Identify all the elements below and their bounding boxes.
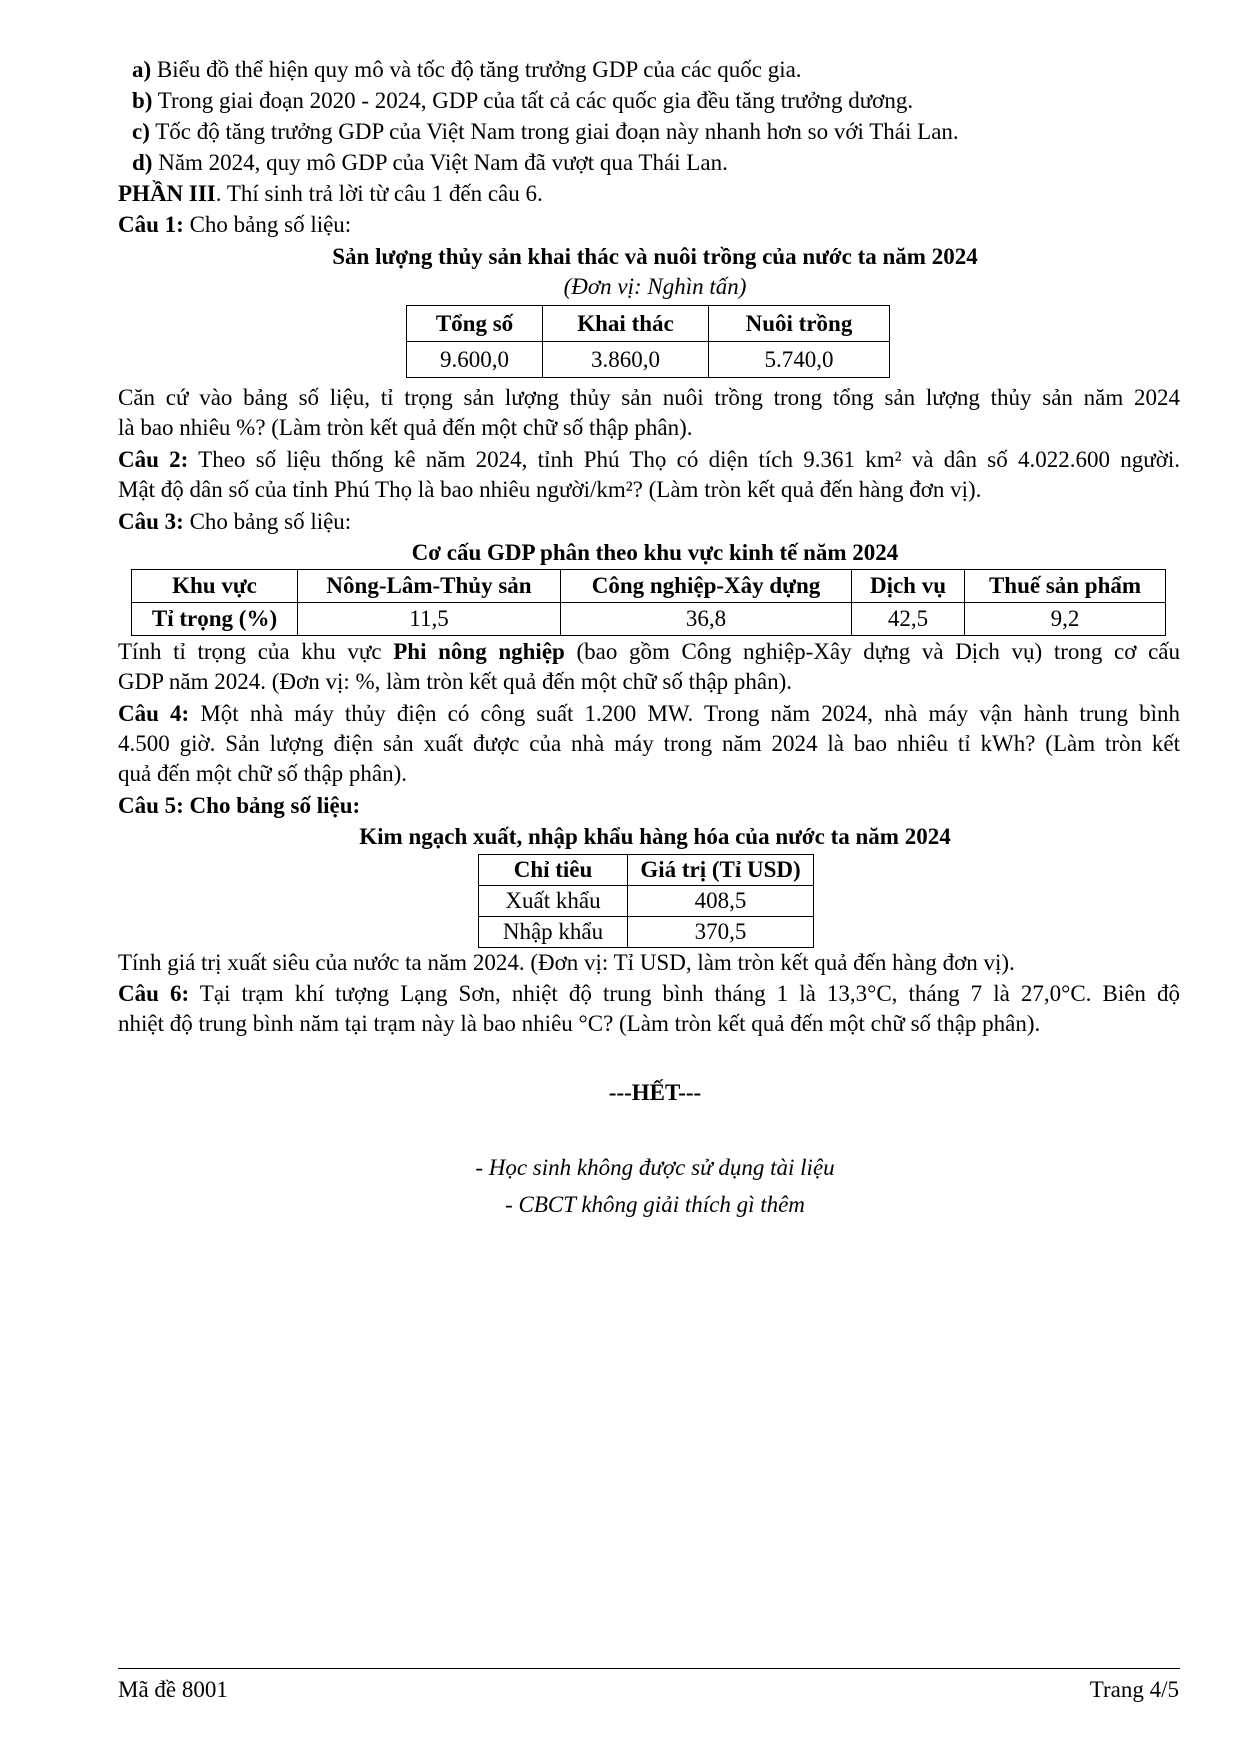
q1-header-total: Tổng số: [407, 306, 543, 342]
note-2: - CBCT không giải thích gì thêm: [505, 1192, 805, 1217]
exam-code: Mã đề 8001: [118, 1677, 228, 1702]
q3-header-service: Dịch vụ: [852, 570, 965, 603]
q3-header-tax: Thuế sản phẩm: [965, 570, 1166, 603]
q1-value-exploit: 3.860,0: [543, 342, 709, 378]
q1-unit: (Đơn vị: Nghìn tấn): [563, 274, 747, 299]
q1-header-aquaculture: Nuôi trồng: [709, 306, 890, 342]
end-mark: ---HẾT---: [608, 1080, 702, 1105]
q1-table: [406, 305, 890, 378]
q5-table: [478, 854, 814, 948]
q2-question: Câu 2: Theo số liệu thống kê năm 2024, tỉnh Phú Thọ có diện tích 9.361 km² và dân số 4.022.600 người. Mật độ dân số của tỉnh Phú Thọ là bao nhiêu người/km²? (Làm tròn kết quả đến hàng đơn vị).: [118, 447, 1180, 502]
q5-header-item: Chỉ tiêu: [479, 855, 628, 886]
q3-value-agri: 11,5: [298, 603, 561, 636]
q5-row-import-label: Nhập khẩu: [479, 917, 628, 948]
q3-header-agri: Nông-Lâm-Thủy sản: [298, 570, 561, 603]
q1-value-aquaculture: 5.740,0: [709, 342, 890, 378]
q3-value-service: 42,5: [852, 603, 965, 636]
q1-header-exploit: Khai thác: [543, 306, 709, 342]
q1-question: Căn cứ vào bảng số liệu, tỉ trọng sản lượng thủy sản nuôi trồng trong tổng sản lượng thủy sản năm 2024 là bao nhiêu %? (Làm tròn kết quả đến một chữ số thập phân).: [118, 385, 1180, 440]
q3-header-sector: Khu vực: [132, 570, 298, 603]
q5-question: Tính giá trị xuất siêu của nước ta năm 2024. (Đơn vị: Tỉ USD, làm tròn kết quả đến hàng đơn vị).: [118, 950, 1015, 975]
item-c: c) Tốc độ tăng trưởng GDP của Việt Nam trong giai đoạn này nhanh hơn so với Thái Lan.: [132, 119, 959, 144]
q3-row-label: Tỉ trọng (%): [132, 603, 298, 636]
q5-table-title: Kim ngạch xuất, nhập khẩu hàng hóa của nước ta năm 2024: [359, 824, 951, 849]
q1-table-title: Sản lượng thủy sản khai thác và nuôi trồng của nước ta năm 2024: [332, 244, 978, 269]
note-1: - Học sinh không được sử dụng tài liệu: [475, 1155, 835, 1180]
q3-table-title: Cơ cấu GDP phân theo khu vực kinh tế năm 2024: [411, 540, 899, 565]
q5-row-export-value: 408,5: [628, 886, 814, 917]
item-a: a) Biểu đồ thể hiện quy mô và tốc độ tăng trưởng GDP của các quốc gia.: [132, 57, 802, 82]
footer-rule: [118, 1668, 1180, 1669]
q6-question: Câu 6: Tại trạm khí tượng Lạng Sơn, nhiệt độ trung bình tháng 1 là 13,3°C, tháng 7 là 27,0°C. Biên độ nhiệt độ trung bình năm tại trạm này là bao nhiêu °C? (Làm tròn kết quả đến một chữ số thập phân).: [118, 981, 1180, 1036]
page-number: Trang 4/5: [1089, 1677, 1179, 1702]
item-d: d) Năm 2024, quy mô GDP của Việt Nam đã vượt qua Thái Lan.: [132, 150, 728, 175]
q1-heading: Câu 1: Cho bảng số liệu:: [118, 212, 352, 237]
q5-row-import-value: 370,5: [628, 917, 814, 948]
q3-table: [131, 569, 1166, 636]
item-b: b) Trong giai đoạn 2020 - 2024, GDP của tất cả các quốc gia đều tăng trưởng dương.: [132, 88, 914, 113]
q5-heading: Câu 5: Cho bảng số liệu:: [118, 793, 361, 818]
q3-question: Tính tỉ trọng của khu vực Phi nông nghiệp (bao gồm Công nghiệp-Xây dựng và Dịch vụ) trong cơ cấu GDP năm 2024. (Đơn vị: %, làm tròn kết quả đến một chữ số thập phân).: [118, 639, 1180, 694]
q3-heading: Câu 3: Cho bảng số liệu:: [118, 509, 352, 534]
part3-heading: PHẦN III. Thí sinh trả lời từ câu 1 đến câu 6.: [118, 181, 543, 206]
q4-question: Câu 4: Một nhà máy thủy điện có công suất 1.200 MW. Trong năm 2024, nhà máy vận hành trung bình 4.500 giờ. Sản lượng điện sản xuất được của nhà máy trong năm 2024 là bao nhiêu tỉ kWh? (Làm tròn kết quả đến một chữ số thập phân).: [118, 701, 1180, 786]
q3-header-industry: Công nghiệp-Xây dựng: [561, 570, 852, 603]
q5-row-export-label: Xuất khẩu: [479, 886, 628, 917]
q3-value-tax: 9,2: [965, 603, 1166, 636]
q1-value-total: 9.600,0: [407, 342, 543, 378]
q3-value-industry: 36,8: [561, 603, 852, 636]
q5-header-value: Giá trị (Tỉ USD): [628, 855, 814, 886]
